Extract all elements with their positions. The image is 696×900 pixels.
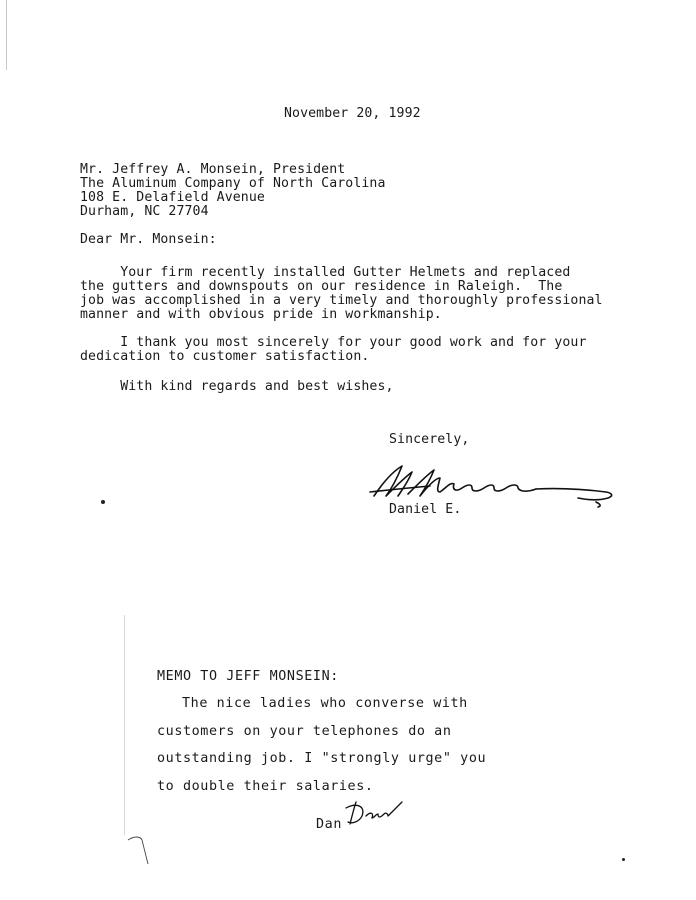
recipient-street: 108 E. Delafield Avenue: [80, 190, 265, 205]
memo-handwritten-signature: [342, 798, 404, 830]
memo-line: to double their salaries.: [157, 779, 374, 794]
body-line: I thank you most sincerely for your good work and for your: [80, 335, 587, 350]
salutation: Dear Mr. Monsein:: [80, 232, 217, 247]
recipient-city: Durham, NC 27704: [80, 204, 209, 219]
memo-heading: MEMO TO JEFF MONSEIN:: [157, 669, 339, 684]
memo-line: The nice ladies who converse with: [182, 696, 468, 711]
recipient-name: Mr. Jeffrey A. Monsein, President: [80, 162, 346, 177]
memo-line: outstanding job. I "strongly urge" you: [157, 751, 487, 766]
signer-name: Daniel E.: [389, 502, 462, 517]
letter-date: November 20, 1992: [284, 106, 421, 121]
stray-mark: [101, 500, 105, 504]
memo-signoff: Dan: [316, 817, 342, 832]
sign-off: Sincerely,: [389, 432, 470, 447]
body-line: dedication to customer satisfaction.: [80, 349, 370, 364]
memo-signature-hidden-text: Dan: [342, 798, 344, 799]
closing-line: With kind regards and best wishes,: [80, 379, 394, 394]
stray-mark: [622, 858, 625, 861]
recipient-company: The Aluminum Company of North Carolina: [80, 176, 386, 191]
memo-left-edge: [124, 615, 125, 835]
left-margin-mark: [6, 0, 7, 70]
signature-hidden-text: Daniel E.: [368, 462, 374, 463]
body-line: manner and with obvious pride in workmanship.: [80, 307, 442, 322]
memo-line: customers on your telephones do an: [157, 724, 452, 739]
body-line: Your firm recently installed Gutter Helmets and replaced: [80, 265, 571, 280]
stray-pen-mark: [126, 832, 152, 866]
body-line: job was accomplished in a very timely and thoroughly professional: [80, 293, 603, 308]
body-line: the gutters and downspouts on our residence in Raleigh. The: [80, 279, 563, 294]
